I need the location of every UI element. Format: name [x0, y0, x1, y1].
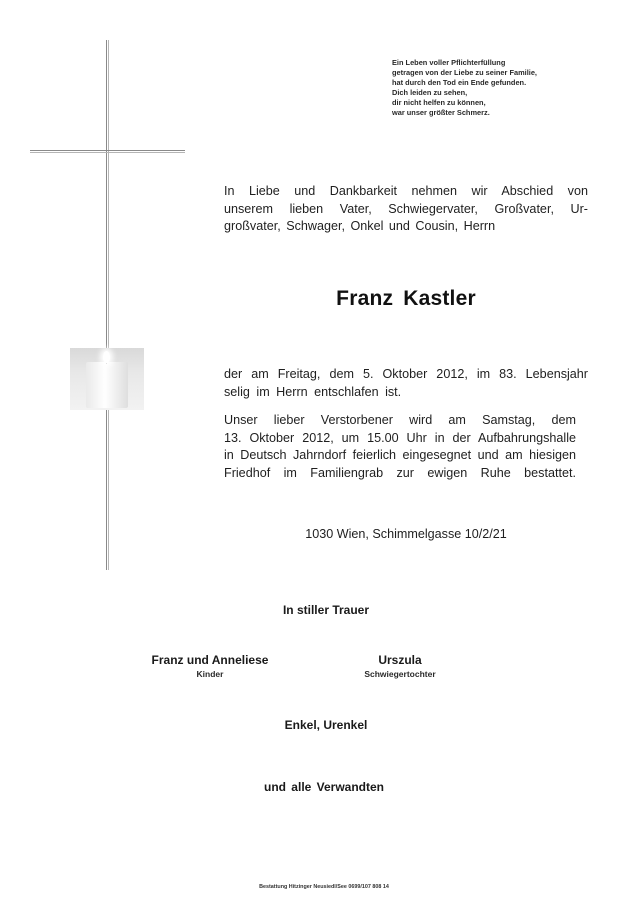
funeral-line: in Deutsch Jahrndorf feierlich eingesegnet und am hiesigen — [224, 448, 576, 462]
family-daughter-in-law — [340, 652, 460, 680]
poem-line: war unser größter Schmerz. — [392, 107, 490, 117]
relatives: und alle Verwandten — [263, 780, 385, 794]
funeral-paragraph — [224, 412, 576, 482]
poem-line: Dich leiden zu sehen, — [392, 87, 468, 97]
funeral-line: Friedhof im Familiengrab zur ewigen Ruhe bestattet. — [224, 465, 576, 480]
family-relation: Schwiegertochter — [364, 669, 436, 679]
poem-line: Ein Leben voller Pflichterfüllung — [392, 58, 506, 67]
funeral-line: Unser lieber Verstorbener wird am Samstag, dem — [224, 413, 576, 427]
cross-vertical-bar — [106, 40, 109, 570]
deceased-name: Franz Kastler — [336, 287, 476, 310]
intro-line: unserem lieben Vater, Schwiegervater, Großvater, Ur- — [224, 201, 588, 216]
candle-icon — [70, 348, 144, 410]
intro-paragraph — [224, 183, 588, 236]
family-children — [130, 652, 290, 680]
poem-line: getragen von der Liebe zu seiner Familie, — [392, 67, 537, 77]
intro-line: großvater, Schwager, Onkel und Cousin, Herrn — [224, 219, 496, 233]
poem-line: dir nicht helfen zu können, — [392, 97, 486, 107]
candle-body — [86, 362, 128, 408]
cross-horizontal-bar — [30, 150, 185, 153]
funeral-home-footer: Bestattung Hitzinger Neusiedl/See 0699/107 808 14 — [259, 884, 389, 890]
family-name: Franz und Anneliese — [151, 653, 269, 667]
family-relation: Kinder — [196, 669, 224, 679]
funeral-line: 13. Oktober 2012, um 15.00 Uhr in der Aufbahrungshalle — [224, 430, 576, 445]
family-name: Urszula — [378, 653, 422, 667]
death-line: der am Freitag, dem 5. Oktober 2012, im 83. Lebensjahr — [224, 367, 588, 381]
death-paragraph — [224, 366, 588, 401]
poem-line: hat durch den Tod ein Ende gefunden. — [392, 77, 527, 87]
grandchildren: Enkel, Urenkel — [284, 718, 368, 732]
intro-line: In Liebe und Dankbarkeit nehmen wir Abschied von — [224, 184, 588, 198]
address: 1030 Wien, Schimmelgasse 10/2/21 — [305, 527, 507, 541]
mourning-heading: In stiller Trauer — [282, 603, 370, 617]
poem — [392, 58, 622, 117]
candle-flame — [103, 351, 110, 363]
cross-icon — [0, 0, 200, 580]
death-line: selig im Herrn entschlafen ist. — [224, 384, 402, 399]
